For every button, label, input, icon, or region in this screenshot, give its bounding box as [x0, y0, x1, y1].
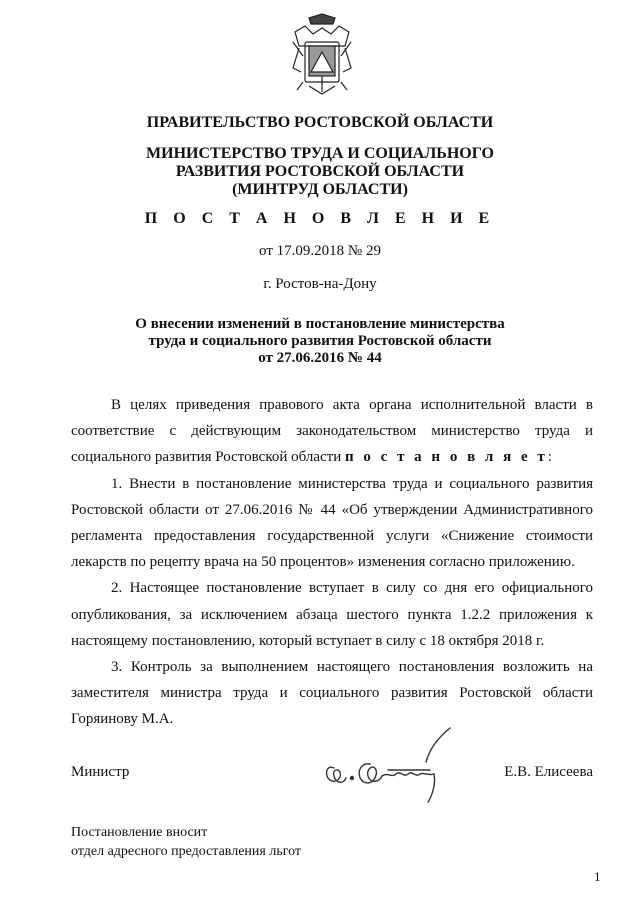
footer-line: Постановление вносит — [71, 825, 208, 840]
ministry-line: МИНИСТЕРСТВО ТРУДА И СОЦИАЛЬНОГО — [146, 145, 494, 162]
document-type: П О С Т А Н О В Л Е Н И Е — [144, 210, 496, 227]
resolves-word: п о с т а н о в л я е т — [345, 449, 548, 466]
signatory-name: Е.В. Елисеева — [504, 764, 593, 780]
document-city: г. Ростов-на-Дону — [263, 276, 377, 292]
preamble-paragraph — [71, 392, 593, 471]
government-title: ПРАВИТЕЛЬСТВО РОСТОВСКОЙ ОБЛАСТИ — [146, 114, 494, 131]
footer-line: отдел адресного предоставления льгот — [71, 844, 302, 859]
resolution-item-2: 2. Настоящее постановление вступает в силу со дня его официального опубликования, за исключением абзаца шестого пункта 1.2.2 приложения к настоящему постановлению, который вступает в силу с 18 октября 2018 г. — [71, 580, 593, 649]
page-number: 1 — [594, 869, 601, 884]
handwritten-signature — [318, 718, 458, 808]
ministry-line: (МИНТРУД ОБЛАСТИ) — [232, 181, 408, 198]
resolution-item-3: 3. Контроль за выполнением настоящего постановления возложить на заместителя министра труда и социального развития Ростовской области Горяинову М.А. — [71, 659, 593, 728]
resolves-suffix: : — [547, 449, 552, 466]
resolution-item-1: 1. Внести в постановление министерства труда и социального развития Ростовской области от 27.06.2016 № 44 «Об утверждении Административного регламента предоставления государственной услуги «Снижение стоимости лекарств по рецепту врача на 50 процентов» изменения согласно приложению. — [71, 475, 593, 571]
document-date-number: от 17.09.2018 № 29 — [259, 243, 381, 259]
submitted-by-note — [71, 823, 301, 861]
document-subject — [0, 316, 640, 367]
ministry-name — [0, 145, 640, 199]
subject-line: труда и социального развития Ростовской области — [148, 333, 492, 349]
coat-of-arms-icon — [289, 12, 355, 96]
ministry-line: РАЗВИТИЯ РОСТОВСКОЙ ОБЛАСТИ — [175, 163, 465, 180]
preamble-text: В целях приведения правового акта органа исполнительной власти в соответствие с действующим законодательством министерство труда и социального развития Ростовской области — [71, 397, 593, 466]
document-body — [71, 392, 593, 733]
subject-line: от 27.06.2016 № 44 — [258, 350, 382, 366]
subject-line: О внесении изменений в постановление министерства — [135, 316, 505, 332]
signatory-role: Министр — [71, 764, 130, 780]
